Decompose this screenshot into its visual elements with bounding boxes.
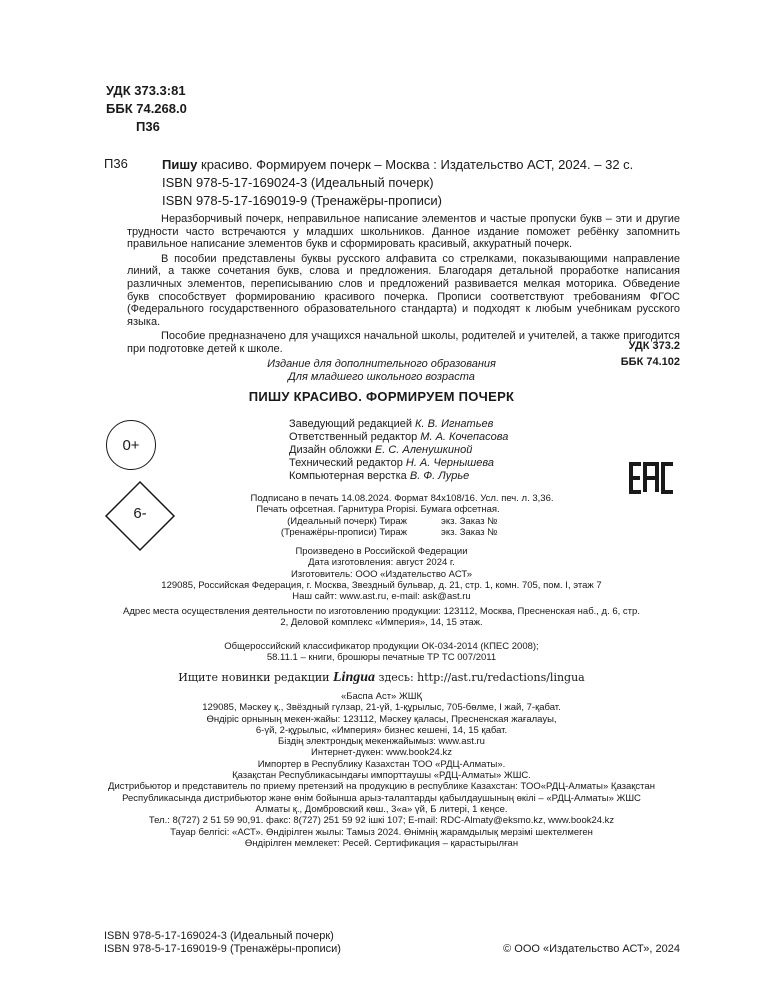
isbn-bottom <box>104 930 341 956</box>
credits <box>289 418 508 483</box>
credit-role: Заведующий редакцией <box>289 418 416 430</box>
biblio-title-line <box>162 156 633 174</box>
annotation <box>127 213 680 356</box>
book-title: ПИШУ КРАСИВО. ФОРМИРУЕМ ПОЧЕРК <box>248 389 515 404</box>
kz-line: Интернет-дүкен: www.book24.kz <box>311 747 452 759</box>
annotation-paragraph: Неразборчивый почерк, неправильное написание элементов и частые пропуски букв – эти и другие трудности часто встречаются у младших школьников. Данное издание поможет ребёнку запомнить правильное написание элементов букв и сформировать красивый, аккуратный почерк. <box>127 213 680 251</box>
biblio-isbn-2: ISBN 978-5-17-169019-9 (Тренажёры-прописи) <box>162 193 443 208</box>
kazakhstan-info <box>100 691 663 849</box>
print-signed: Подписано в печать 14.08.2024. Формат 84х108/16. Усл. печ. л. 3,36. <box>250 493 554 504</box>
kz-line: «Баспа Аст» ЖШҚ <box>341 691 422 702</box>
annotation-paragraph: В пособии представлены буквы русского алфавита со стрелками, показывающими направление линий, а также сочетания букв, слова и предложения. Благодаря детальной проработке написания различных элементов, переписыванию слов и предложений развивается мелкая моторика. Обведение букв способствует формированию красивого почерка. Прописи соответствуют требованиям ФГОС (Федерального государственного образовательного стандарта) и подходят к любым учебникам русского языка. <box>127 252 680 328</box>
credit-line <box>289 470 508 483</box>
lingua-logo: Lingua <box>333 670 376 685</box>
kz-line: Республикасында дистрибьютор және өнім бойынша арыз-талаптарды қабылдаушының өкілі – «РДЦ-Алматы» ЖШС <box>122 792 641 804</box>
age-rating-diamond-text: 6- <box>133 505 147 522</box>
kz-line: Өндірілген мемлекет: Ресей. Сертификация – қарастырылған <box>244 837 519 849</box>
classifier-line-2: 58.11.1 – книги, брошюры печатные ТР ТС 007/2011 <box>266 652 497 664</box>
copyright: © ООО «Издательство АСТ», 2024 <box>503 943 680 955</box>
udk-right-code: УДК 373.2 <box>628 340 680 352</box>
credit-name: В. Ф. Лурье <box>409 470 470 482</box>
lingua-promo <box>120 670 643 686</box>
print-run-order: экз. Заказ № <box>441 526 498 538</box>
credit-name: Е. С. Аленушкиной <box>374 444 473 456</box>
lingua-promo-before: Ищите новинки редакции <box>178 671 333 684</box>
biblio-isbn-1: ISBN 978-5-17-169024-3 (Идеальный почерк) <box>162 175 434 190</box>
isbn-bottom-2: ISBN 978-5-17-169019-9 (Тренажёры-прописи) <box>104 943 341 955</box>
classifier-line-1: Общероссийский классификатор продукции ОК-034-2014 (КПЕС 2008); <box>224 641 539 652</box>
annotation-paragraph: Пособие предназначено для учащихся начальной школы, родителей и учителей, а также пригодится при подготовке детей к школе. <box>127 330 680 355</box>
print-paper: Печать офсетная. Гарнитура Propisi. Бумага офсетная. <box>256 504 500 516</box>
isbn-bottom-1: ISBN 978-5-17-169024-3 (Идеальный почерк) <box>104 930 334 942</box>
print-run-row <box>232 516 572 527</box>
manufacturer: Изготовитель: ООО «Издательство АСТ» <box>290 568 473 580</box>
print-run-label: (Тренажёры-прописи) Тираж <box>280 526 407 538</box>
bbk-code: ББК 74.268.0 <box>106 101 187 116</box>
production-info <box>150 546 613 602</box>
kz-line: 6-үй, 2-құрылыс, «Империя» бизнес кешені, 14, 15 қабат. <box>255 724 508 736</box>
credit-role: Дизайн обложки <box>289 444 375 456</box>
udk-bbk-block <box>106 82 187 136</box>
kz-line: 129085, Мәскеу қ., Звёздный гүлзар, 21-үй, 1-құрылыс, 705-бөлме, I жай, 7-қабат. <box>202 702 561 714</box>
activity-address: Адрес места осуществления деятельности по изготовлению продукции: 123112, Москва, Пресненская наб., д. 6, стр. 2, Деловой комплекс «Империя», 14, 15 этаж. <box>123 606 640 629</box>
edition-line-2: Для младшего школьного возраста <box>288 371 475 383</box>
udk-code: УДК 373.3:81 <box>106 83 186 98</box>
edition-info <box>200 358 563 384</box>
age-rating-circle-text: 0+ <box>122 436 140 454</box>
kz-line: Импортер в Республику Казахстан ТОО «РДЦ-Алматы». <box>257 758 506 770</box>
lingua-promo-after: здесь: http://ast.ru/redactions/lingua <box>375 671 585 684</box>
age-rating-circle <box>106 420 156 470</box>
print-run-order: экз. Заказ № <box>441 515 498 527</box>
credit-role: Ответственный редактор <box>289 431 421 443</box>
author-sign: П36 <box>136 119 160 134</box>
manufacture-date: Дата изготовления: август 2024 г. <box>308 557 455 569</box>
print-info <box>232 493 572 538</box>
author-sign-left: П36 <box>104 156 128 171</box>
kz-line: Біздің электрондық мекенжайымыз: www.ast.ru <box>278 736 485 748</box>
kz-line: Дистрибьютор и представитель по приему претензий на продукцию в республике Казахстан: ТОО«РДЦ-Алматы» Қазақстан <box>108 781 655 793</box>
udk-bbk-right <box>621 338 680 370</box>
biblio-author-word: Пишу <box>162 157 198 172</box>
bibliographic-record <box>162 156 633 210</box>
biblio-title-rest: красиво. Формируем почерк – Москва : Издательство АСТ, 2024. – 32 с. <box>197 157 634 172</box>
made-in: Произведено в Российской Федерации <box>295 546 468 557</box>
edition-line-1: Издание для дополнительного образования <box>267 358 496 370</box>
eac-certification-icon <box>629 462 675 494</box>
print-run-label: (Идеальный почерк) Тираж <box>287 515 407 527</box>
website-email: Наш сайт: www.ast.ru, e-mail: ask@ast.ru <box>292 591 471 603</box>
credit-name: М. А. Кочепасова <box>420 431 509 443</box>
credit-name: Н. А. Чернышева <box>405 457 495 469</box>
credit-line <box>289 431 508 444</box>
classifier <box>150 641 613 664</box>
credit-line <box>289 418 508 431</box>
bbk-right-code: ББК 74.102 <box>620 356 680 368</box>
kz-line: Тел.: 8(727) 2 51 59 90,91. факс: 8(727) 251 59 92 ішкі 107; E-mail: RDC-Almaty@eksmo.kz, www.book24.kz <box>148 815 615 827</box>
credit-line <box>289 444 508 457</box>
kz-line: Қазақстан Республикасындағы импорттаушы «РДЦ-Алматы» ЖШС. <box>232 770 531 782</box>
credit-role: Компьютерная верстка <box>289 470 410 482</box>
credit-line <box>289 457 508 470</box>
kz-line: Алматы қ., Домбровский көш., 3«а» үй, Б литері, 1 кеңсе. <box>255 803 508 815</box>
print-run-row <box>232 527 572 538</box>
manufacturer-address: 129085, Российская Федерация, г. Москва, Звездный бульвар, д. 21, стр. 1, комн. 705, пом. I, этаж 7 <box>161 579 602 591</box>
credit-role: Технический редактор <box>289 457 406 469</box>
credit-name: К. В. Игнатьев <box>415 418 494 430</box>
kz-line: Тауар белгісі: «АСТ». Өндірілген жылы: Тамыз 2024. Өнімнің жарамдылық мерзімі шектелмеген <box>170 826 593 838</box>
kz-line: Өндіріс орнының мекен-жайы: 123112, Мәскеу қаласы, Пресненская жағалауы, <box>206 713 557 725</box>
